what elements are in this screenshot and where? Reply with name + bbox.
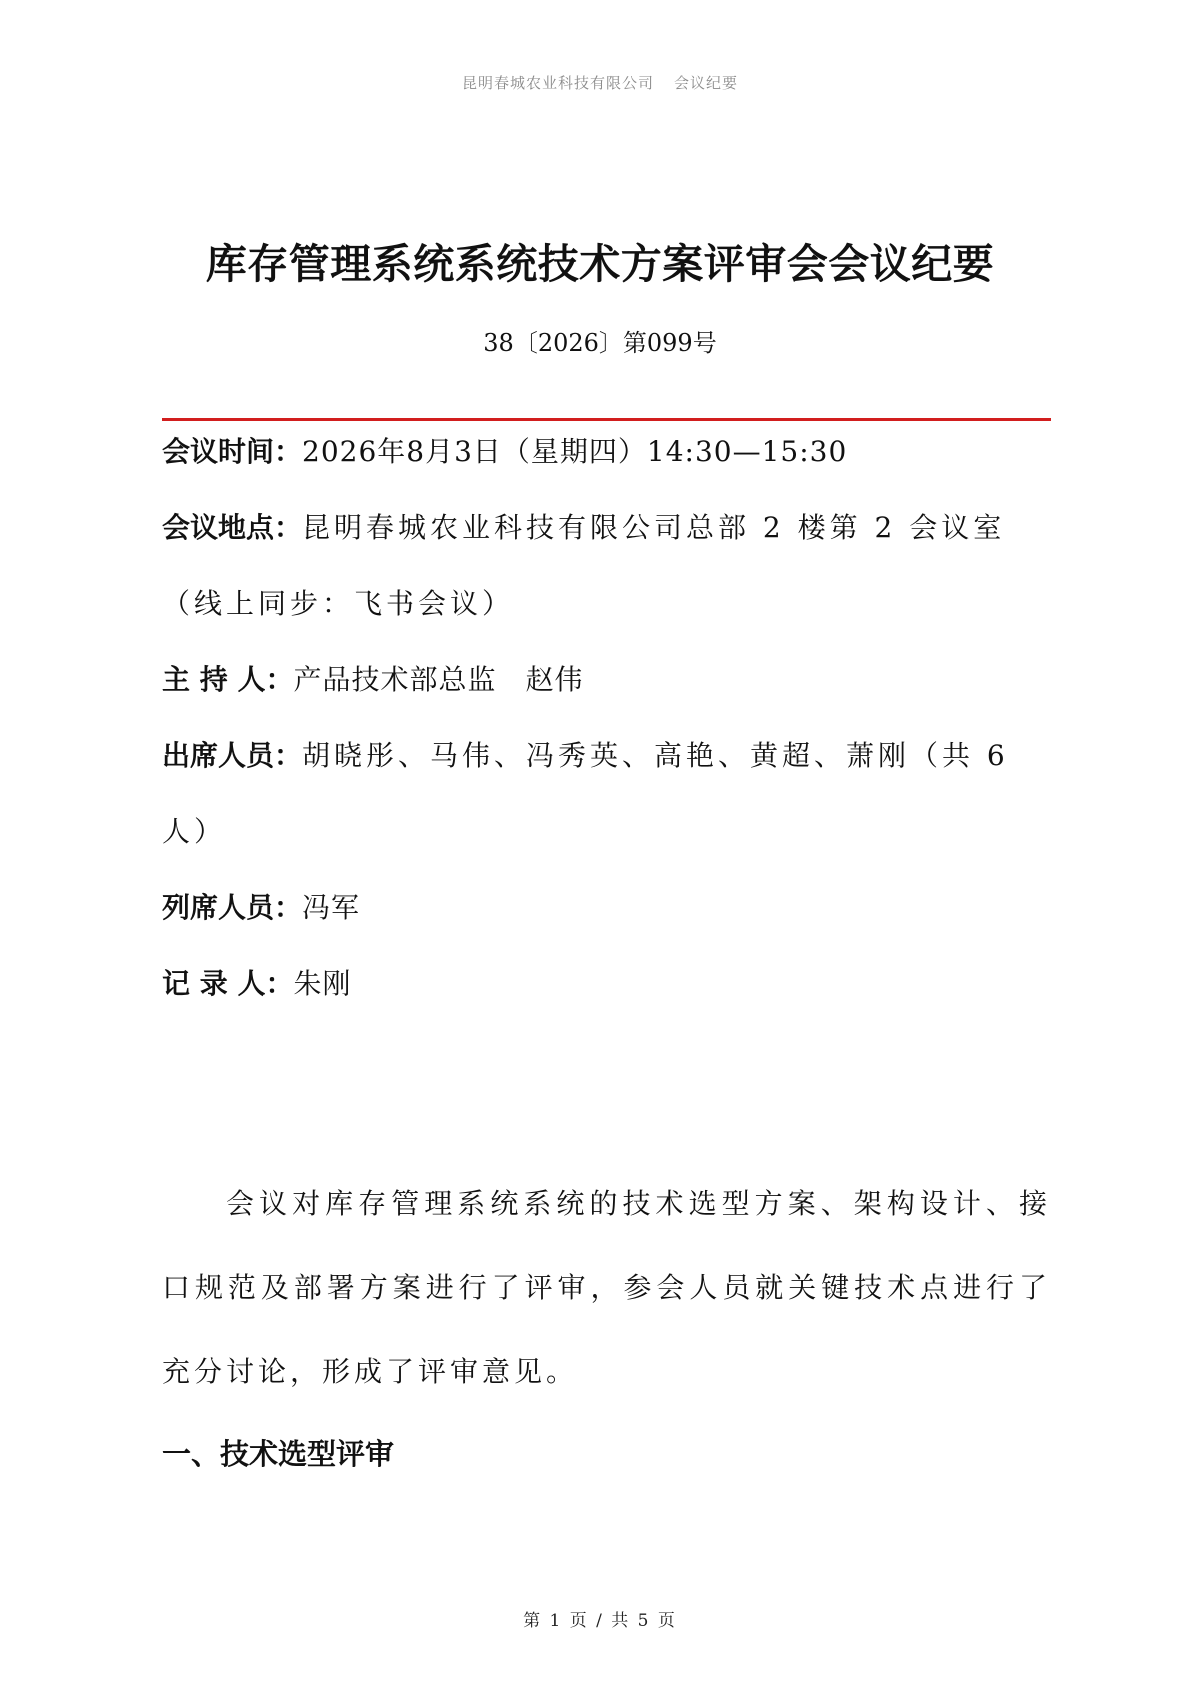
attendees-line — [162, 736, 1051, 776]
header-company: 昆明春城农业科技有限公司 — [461, 74, 654, 92]
observers-label: 列席人员： — [162, 891, 303, 924]
observers-line — [162, 888, 1051, 928]
meeting-place-value: 昆明春城农业科技有限公司总部 2 楼第 2 会议室 — [302, 511, 1006, 544]
red-divider — [162, 418, 1051, 421]
recorder-label: 记 录 人： — [162, 967, 294, 1000]
attendees-line-2 — [162, 812, 1051, 852]
document-number: 38〔2026〕第099号 — [483, 329, 717, 357]
attendees-label: 出席人员： — [162, 739, 303, 772]
meeting-place-label: 会议地点： — [162, 511, 303, 544]
meeting-time-label: 会议时间： — [162, 435, 303, 468]
host-line — [162, 660, 1051, 700]
section-heading: 一、技术选型评审 — [162, 1437, 395, 1471]
recorder-line — [162, 964, 1051, 1004]
attendees-value-cont: 人） — [162, 815, 227, 848]
host-label: 主 持 人： — [162, 663, 294, 696]
page-number: 第 1 页 / 共 5 页 — [523, 1611, 677, 1631]
attendees-value: 胡晓彤、马伟、冯秀英、高艳、黄超、萧刚（共 6 — [302, 739, 1009, 772]
meeting-place-line — [162, 508, 1051, 548]
intro-paragraph: 会议对库存管理系统系统的技术选型方案、架构设计、接口规范及部署方案进行了评审，参会人员就关键技术点进行了充分讨论，形成了评审意见。 — [162, 1187, 1051, 1388]
meeting-place-value-cont: （线上同步：飞书会议） — [162, 587, 515, 620]
recorder-value: 朱刚 — [293, 967, 352, 1000]
meeting-time-value: 2026年8月3日（星期四）14:30—15:30 — [302, 435, 848, 468]
header-doc-type: 会议纪要 — [674, 74, 739, 92]
document-title: 库存管理系统系统技术方案评审会会议纪要 — [205, 240, 995, 288]
meeting-time-line — [162, 432, 1051, 472]
host-value: 产品技术部总监 赵伟 — [293, 663, 584, 696]
meeting-place-line-2 — [162, 584, 1051, 624]
running-header — [0, 72, 1200, 93]
observers-value: 冯军 — [302, 891, 361, 924]
